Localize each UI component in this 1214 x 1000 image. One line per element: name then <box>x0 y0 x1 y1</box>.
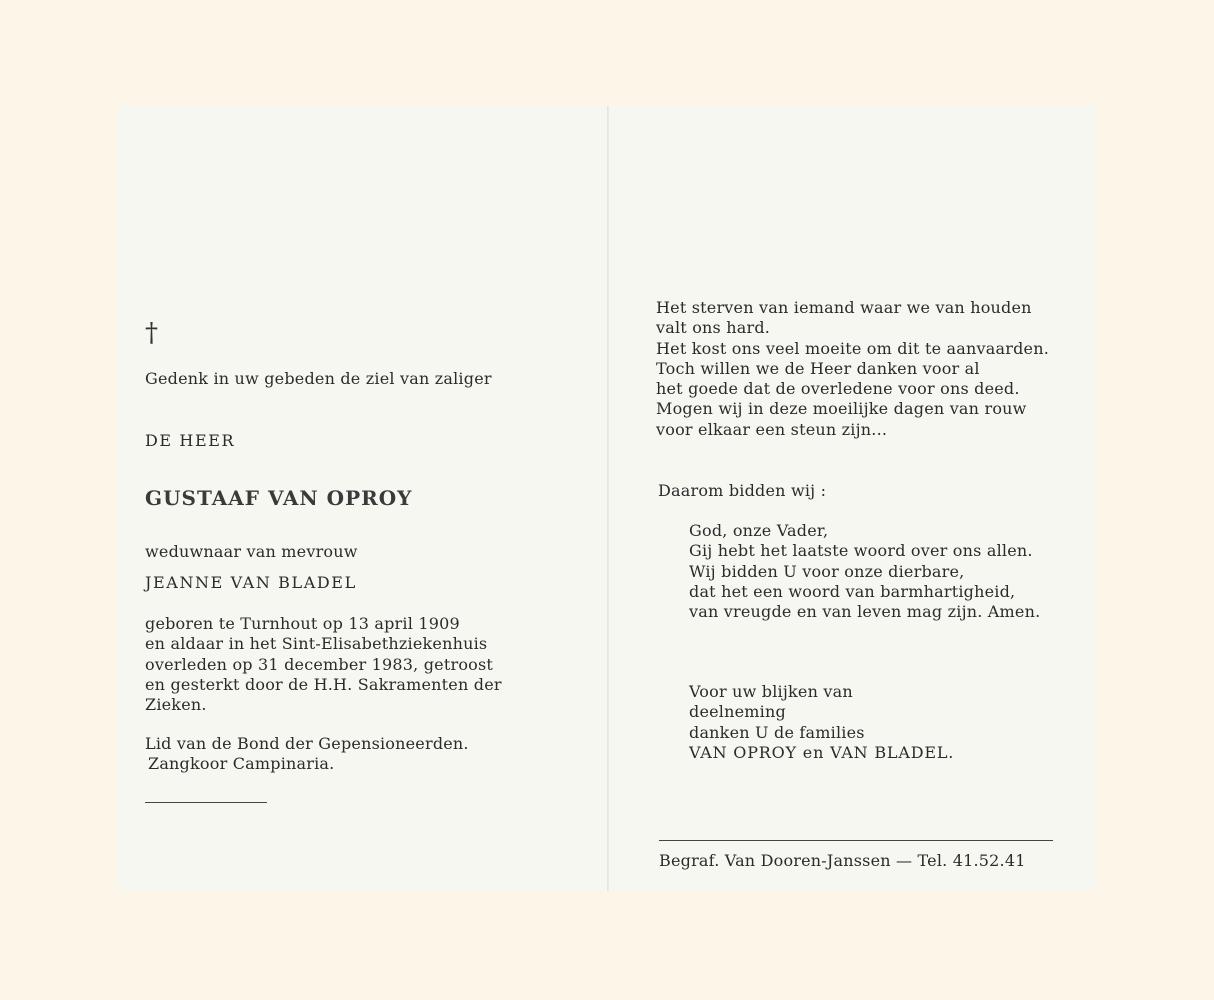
deceased-name: GUSTAAF VAN OPROY <box>145 486 413 510</box>
poem-text <box>656 298 1049 440</box>
prayer-line: dat het een woord van barmhartigheid, <box>689 581 1016 601</box>
poem-line: Het kost ons veel moeite om dit te aanvaarden. <box>656 338 1049 358</box>
poem-line: voor elkaar een steun zijn... <box>656 419 888 439</box>
poem-line: valt ons hard. <box>656 318 771 338</box>
thanks-line: danken U de families <box>689 722 865 742</box>
intro-text: Gedenk in uw gebeden de ziel van zaliger <box>145 369 492 388</box>
thanks-text <box>689 682 954 763</box>
widower-label: weduwnaar van mevrouw <box>145 542 358 561</box>
prayer-line: God, onze Vader, <box>689 521 829 540</box>
prayer-intro: Daarom bidden wij : <box>658 481 827 500</box>
undertaker-text: Begraf. Van Dooren-Janssen — Tel. 41.52.41 <box>659 851 1026 870</box>
bio-text <box>145 614 502 715</box>
cross-icon: † <box>145 318 158 348</box>
membership-line: Zangkoor Campinaria. <box>148 754 335 774</box>
divider-line <box>145 802 267 803</box>
left-panel <box>117 106 607 891</box>
memorial-card <box>117 106 1097 891</box>
title-text: DE HEER <box>145 431 236 450</box>
bio-line: en gesterkt door de H.H. Sakramenten der <box>145 674 502 694</box>
prayer-line: van vreugde en van leven mag zijn. Amen. <box>689 602 1041 622</box>
membership-line: Lid van de Bond der Gepensioneerden. <box>145 734 469 753</box>
right-panel <box>609 106 1097 891</box>
bio-line: overleden op 31 december 1983, getroost <box>145 654 494 674</box>
thanks-line: deelneming <box>689 702 786 722</box>
prayer-text <box>689 521 1040 622</box>
thanks-line: VAN OPROY en VAN BLADEL. <box>689 742 955 762</box>
poem-line: Toch willen we de Heer danken voor al <box>656 358 980 378</box>
bio-line: geboren te Turnhout op 13 april 1909 <box>145 614 460 633</box>
bio-line: Zieken. <box>145 695 207 715</box>
membership-text <box>145 734 469 775</box>
wife-name: JEANNE VAN BLADEL <box>145 573 357 592</box>
prayer-line: Wij bidden U voor onze dierbare, <box>689 561 965 581</box>
poem-line: het goede dat de overledene voor ons deed. <box>656 379 1020 399</box>
prayer-line: Gij hebt het laatste woord over ons allen. <box>689 541 1033 561</box>
poem-line: Het sterven van iemand waar we van houden <box>656 298 1032 317</box>
footer-divider <box>659 840 1053 841</box>
thanks-line: Voor uw blijken van <box>689 682 853 701</box>
bio-line: en aldaar in het Sint-Elisabethziekenhuis <box>145 634 488 654</box>
poem-line: Mogen wij in deze moeilijke dagen van rouw <box>656 399 1027 419</box>
